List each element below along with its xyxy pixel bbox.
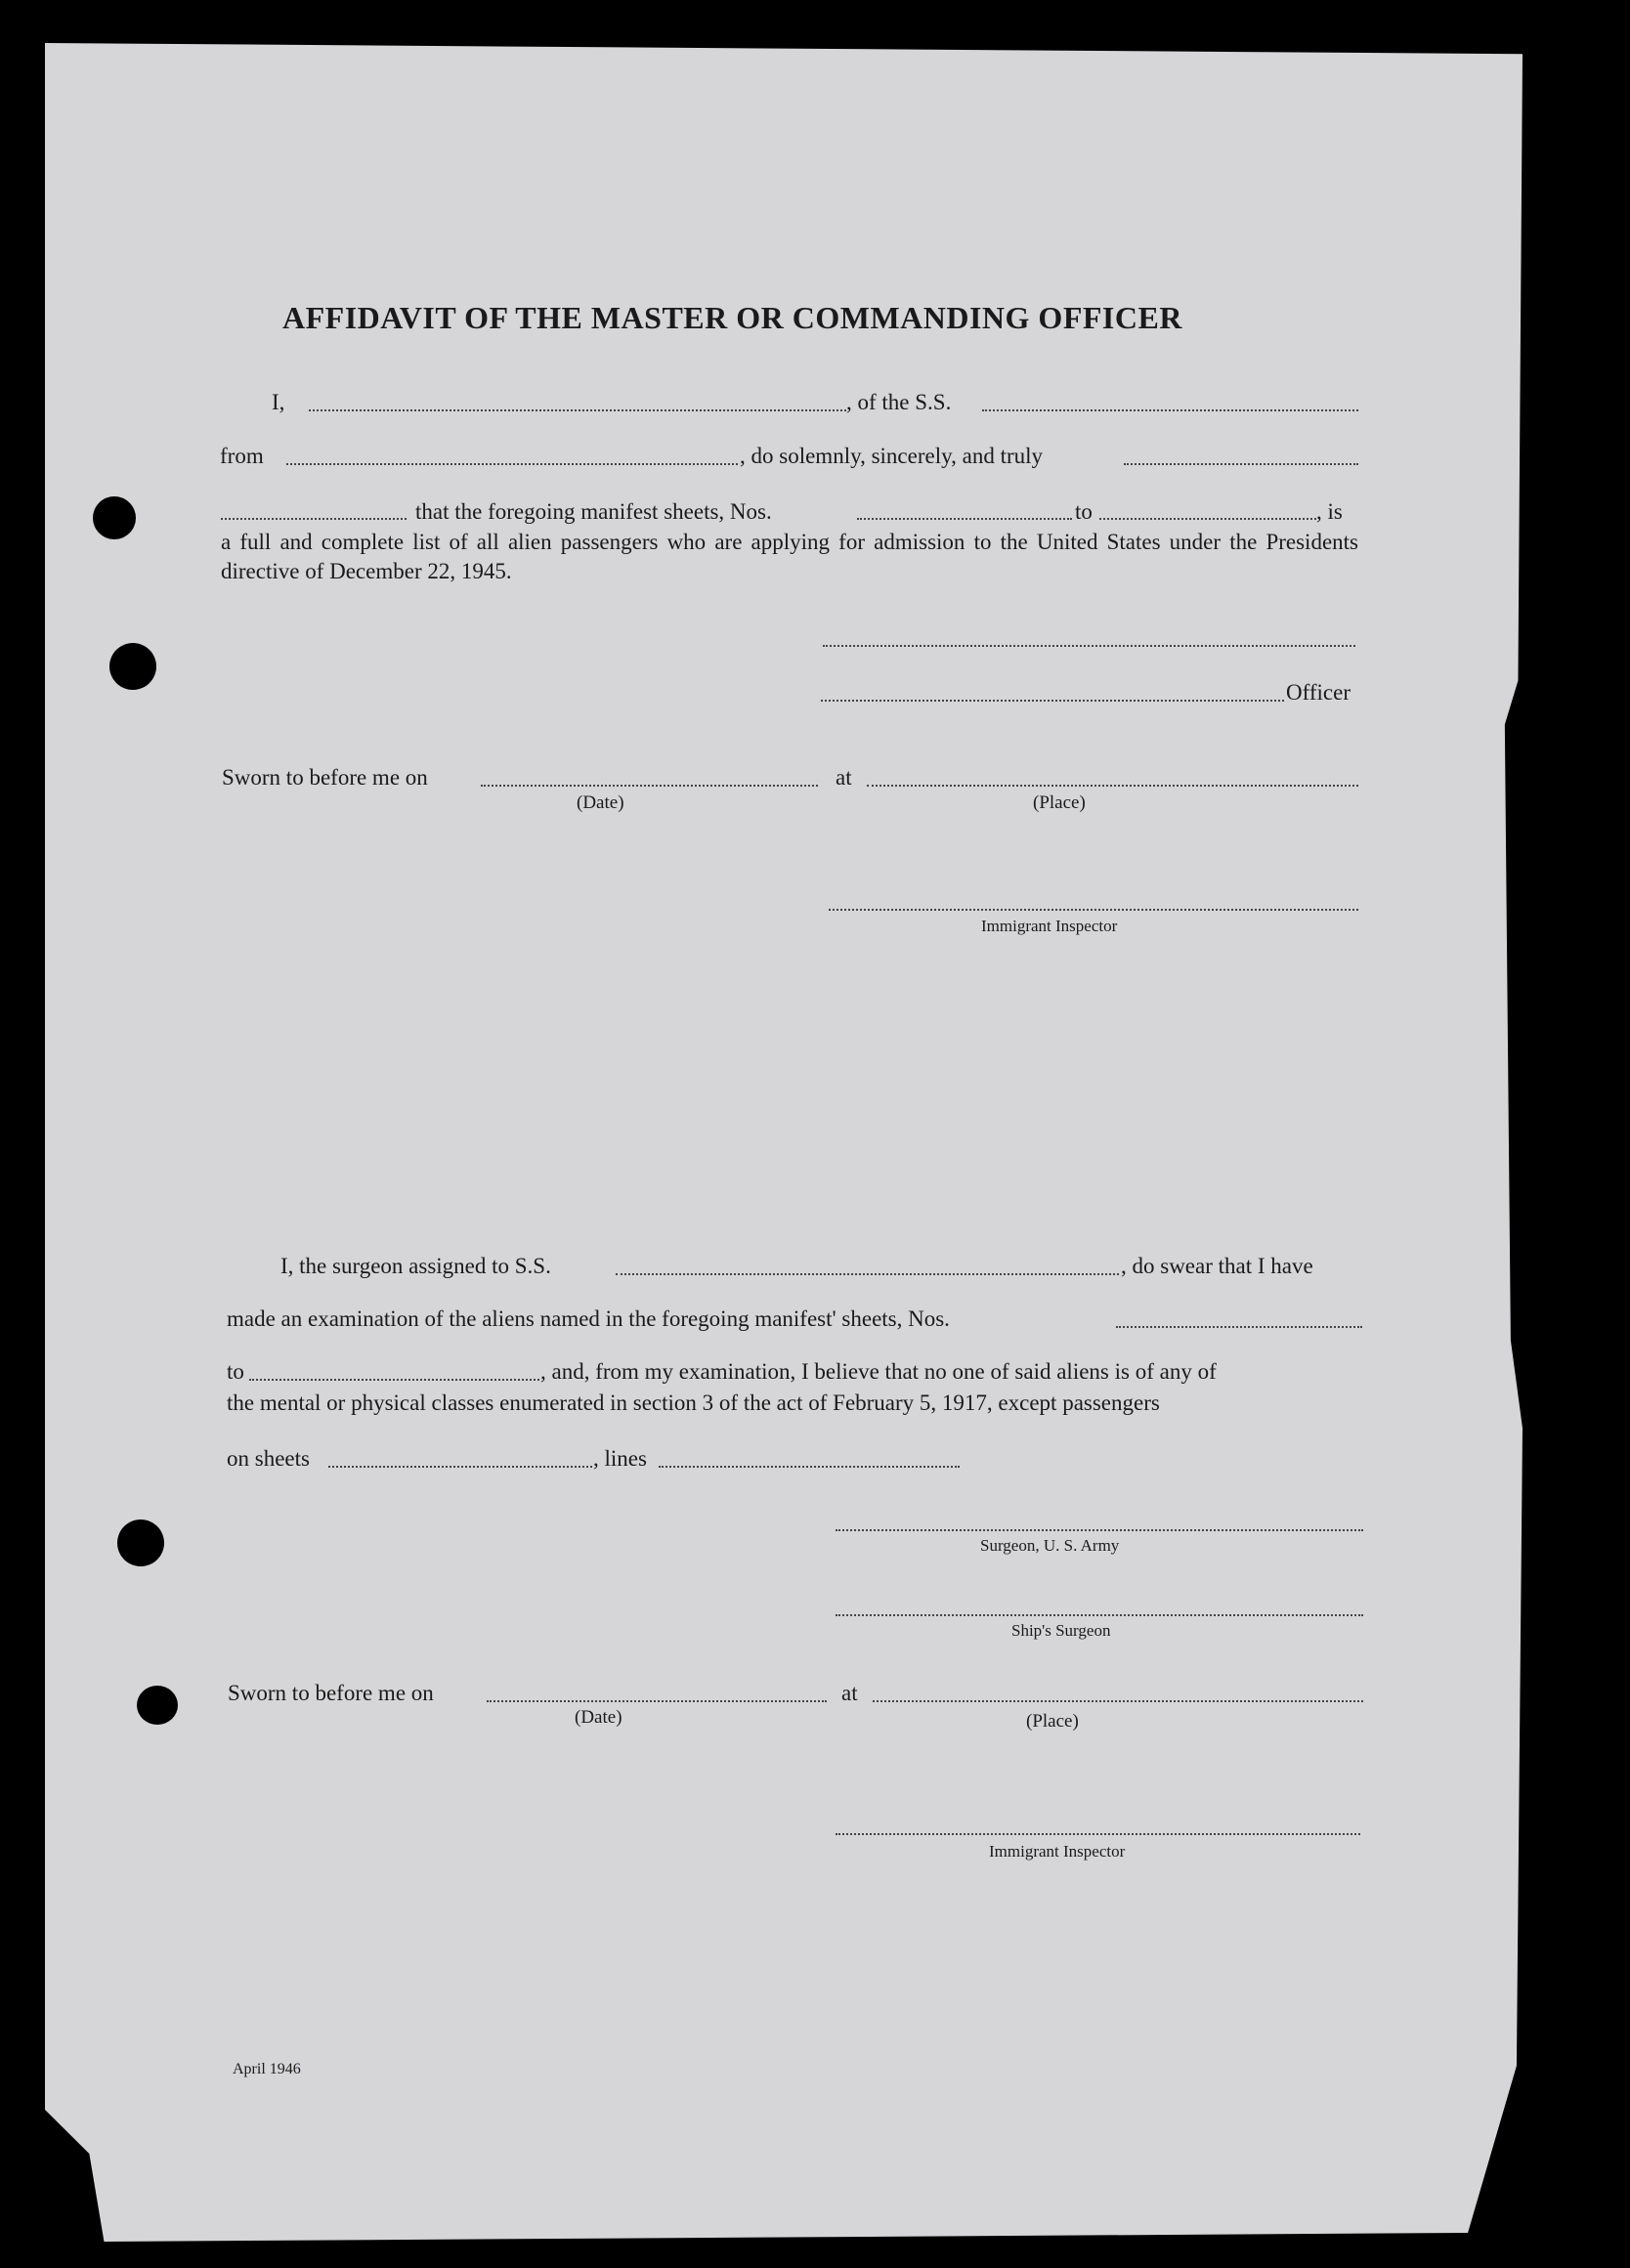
place-caption: (Place) <box>1033 792 1086 813</box>
line2-from: from <box>220 444 264 468</box>
surgeon-swear: , do swear that I have <box>1121 1254 1313 1278</box>
sworn-place-field[interactable] <box>867 785 1358 787</box>
surgeon-nos-from-field[interactable] <box>1116 1326 1362 1328</box>
surgeon-lines: , lines <box>593 1446 647 1471</box>
surgeon-ship-field[interactable] <box>616 1273 1119 1275</box>
punch-hole <box>137 1686 178 1725</box>
from-port-field[interactable] <box>286 463 738 465</box>
statement-paragraph: a full and complete list of all alien passengers who are applying for admission to the United States under the Presidents directive of December 22, 1945. <box>221 530 1358 583</box>
surgeon-place-caption: (Place) <box>1026 1711 1079 1732</box>
surgeon-inspector-caption: Immigrant Inspector <box>989 1842 1126 1861</box>
army-surgeon-caption: Surgeon, U. S. Army <box>980 1536 1120 1555</box>
sworn-date-field[interactable] <box>481 785 818 787</box>
surgeon-sworn-label: Sworn to before me on <box>228 1681 434 1705</box>
officer-label: Officer <box>1286 680 1351 705</box>
document-page <box>45 43 1523 2242</box>
surgeon-examination: made an examination of the aliens named in the foregoing manifest' sheets, Nos. <box>227 1306 950 1331</box>
sworn-at: at <box>836 765 852 790</box>
inspector-caption: Immigrant Inspector <box>981 917 1118 935</box>
line2-solemnly: , do solemnly, sincerely, and truly <box>740 444 1044 468</box>
line1-of-ss: , of the S.S. <box>846 390 952 414</box>
line3-is: , is <box>1316 499 1343 524</box>
surgeon-sheets-field[interactable] <box>328 1466 592 1468</box>
surgeon-intro: I, the surgeon assigned to S.S. <box>280 1254 551 1278</box>
form-title: AFFIDAVIT OF THE MASTER OR COMMANDING OFFICER <box>282 300 1182 335</box>
surgeon-lines-field[interactable] <box>659 1466 960 1468</box>
sworn-label: Sworn to before me on <box>222 765 428 790</box>
line3-foregoing: that the foregoing manifest sheets, Nos. <box>415 499 772 524</box>
oath-type-field[interactable] <box>221 518 407 520</box>
army-surgeon-signature-line[interactable] <box>836 1529 1363 1531</box>
line3-to: to <box>1075 499 1093 524</box>
ships-surgeon-signature-line[interactable] <box>836 1614 1363 1616</box>
surgeon-nos-to-field[interactable] <box>249 1379 539 1381</box>
surgeon-date-caption: (Date) <box>575 1707 622 1728</box>
ships-surgeon-caption: Ship's Surgeon <box>1011 1621 1111 1640</box>
surgeon-to: to <box>227 1359 244 1384</box>
surgeon-belief: , and, from my examination, I believe that no one of said aliens is of any of <box>540 1359 1217 1384</box>
master-name-field[interactable] <box>309 409 846 411</box>
nos-to-field[interactable] <box>1099 518 1316 520</box>
surgeon-on-sheets: on sheets <box>227 1446 310 1471</box>
inspector-signature-line[interactable] <box>829 909 1358 911</box>
surgeon-sworn-place-field[interactable] <box>873 1700 1363 1702</box>
signature-line-1[interactable] <box>823 645 1355 647</box>
surgeon-inspector-signature-line[interactable] <box>836 1833 1360 1835</box>
footer-date: April 1946 <box>233 2061 301 2077</box>
punch-hole <box>117 1519 164 1566</box>
surgeon-sworn-date-field[interactable] <box>487 1700 827 1702</box>
line1-i: I, <box>272 390 285 414</box>
punch-hole <box>109 643 156 690</box>
ship-name-field[interactable] <box>982 409 1358 411</box>
surgeon-classes: the mental or physical classes enumerated in section 3 of the act of February 5, 1917, except passengers <box>227 1391 1160 1415</box>
date-caption: (Date) <box>577 792 624 813</box>
punch-hole <box>93 496 136 539</box>
surgeon-sworn-at: at <box>841 1681 858 1705</box>
oath-field[interactable] <box>1124 463 1358 465</box>
officer-signature-line[interactable] <box>821 700 1284 702</box>
nos-from-field[interactable] <box>857 518 1072 520</box>
